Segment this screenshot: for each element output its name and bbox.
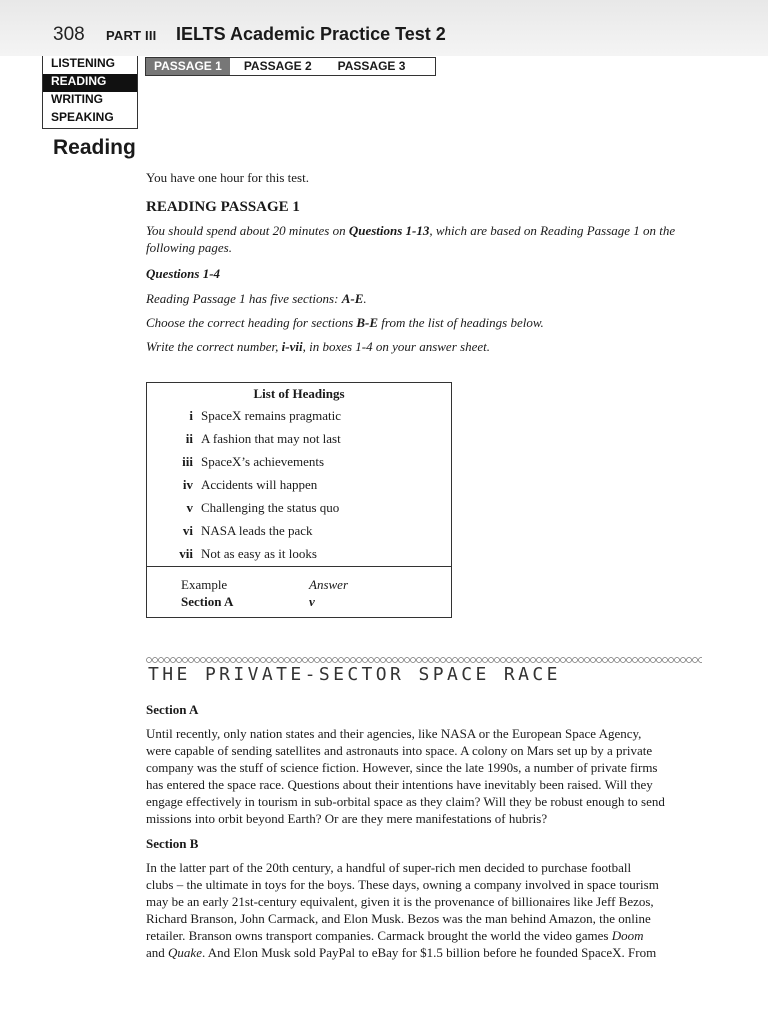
intro-text: You have one hour for this test. [146,170,309,185]
decorative-divider [146,656,702,664]
headings-list-title: List of Headings [253,386,345,401]
nav-item-listening[interactable]: LISTENING [51,56,116,70]
tab-passage-3[interactable]: PASSAGE 3 [337,59,406,73]
passage-label: READING PASSAGE 1 [146,199,300,215]
passage-title: THE PRIVATE-SECTOR SPACE RACE [148,664,561,685]
nav-item-reading[interactable]: READING [43,74,137,92]
example-label: Example [181,577,228,592]
tab-passage-1[interactable]: PASSAGE 1 [146,58,230,75]
answer-label: Answer [309,577,348,592]
sections-instruction: Reading Passage 1 has five sections: A-E. [146,291,367,306]
section-heading: Reading [53,136,136,159]
nav-item-writing[interactable]: WRITING [51,92,103,106]
choose-instruction: Choose the correct heading for sections B-E from the list of headings below. [146,315,544,330]
passage-tabs [145,57,436,76]
headings-divider [147,566,451,567]
tab-passage-2[interactable]: PASSAGE 2 [243,59,312,73]
questions-range: Questions 1-4 [146,266,221,281]
section-a-label: Section A [146,702,199,717]
page-header [0,0,768,56]
headings-list-box: List of Headings i SpaceX remains pragmatic ii A fashion that may not last iii SpaceX’s achievements iv Accidents will happen v Challenging the status quo vi NASA leads the pack vii Not as easy as it looks Example Answer Section A v [146,382,452,618]
skills-nav [42,56,138,129]
part-label: PART III [106,28,157,43]
example-section: Section A [181,594,234,609]
section-b-label: Section B [146,836,199,851]
section-b-body: In the latter part of the 20th century, a handful of super-rich men decided to purchase football clubs – the ultimate in toys for the boys. These days, owning a company involved in space tourism may be an early 21st-century equivalent, given it is the provenance of billionaires like Jeff Bezos, Richard Branson, John Carmack, and Elon Musk. Bezos was the man behind Amazon, the online retailer. Branson owns transport companies. Carmack brought the world the video games Doom and Quake. And Elon Musk sold PayPal to eBay for $1.5 billion before he founded SpaceX. From [146,860,659,960]
test-title: IELTS Academic Practice Test 2 [176,24,446,44]
page-number: 308 [53,24,85,45]
section-a-body: Until recently, only nation states and their agencies, like NASA or the European Space Agency, were capable of sending satellites and astronauts into space. A colony on Mars set up by a private company was the stuff of science fiction. However, since the late 1990s, a number of private firms has entered the space race. Questions about their intentions have inevitably been raised. Will they engage effectively in tourism in sub-orbital space as they claim? Will they be robust enough to send missions into orbit beyond Earth? Or are they mere manifestations of hubris? [146,726,665,826]
write-instruction: Write the correct number, i-vii, in boxes 1-4 on your answer sheet. [146,339,490,354]
time-instructions: You should spend about 20 minutes on Questions 1-13, which are based on Reading Passage 1 on the following pages. [146,223,676,255]
nav-item-speaking[interactable]: SPEAKING [51,110,114,124]
example-answer: v [309,594,315,609]
